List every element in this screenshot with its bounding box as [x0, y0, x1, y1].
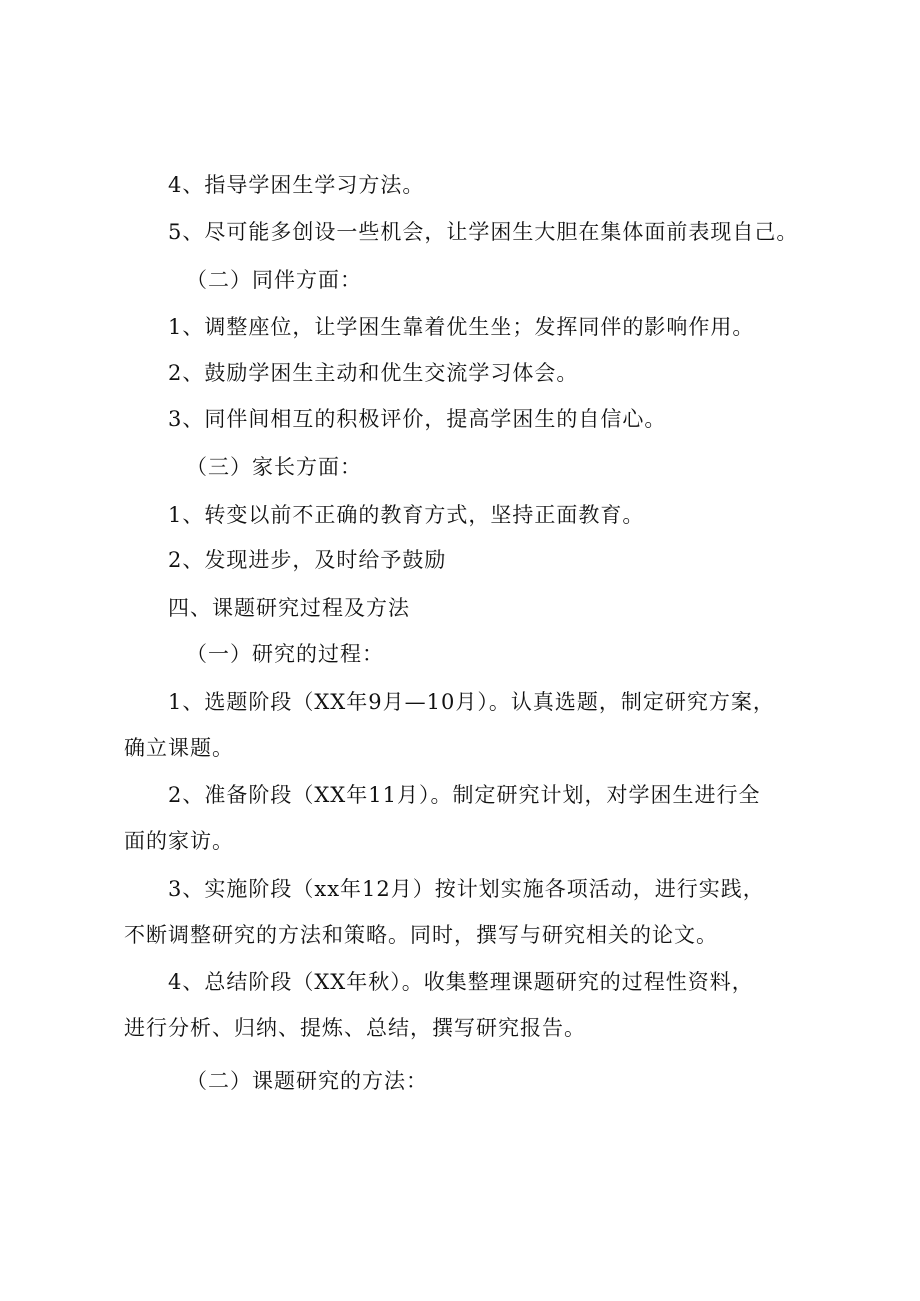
text-line-item-5-create-opportunities: 5、尽可能多创设一些机会，让学困生大胆在集体面前表现自己。	[168, 220, 799, 244]
text-line-stage-4: 4、总结阶段（XX年秋）。收集整理课题研究的过程性资料，	[168, 970, 754, 994]
subsection-heading-research-methods: （二）课题研究的方法：	[186, 1069, 428, 1093]
text-line-peers-item-2: 2、鼓励学困生主动和优生交流学习体会。	[168, 361, 579, 385]
subsection-heading-research-process: （一）研究的过程：	[186, 642, 384, 666]
text-line-peers-item-1: 1、调整座位，让学困生靠着优生坐；发挥同伴的影响作用。	[168, 315, 755, 339]
text-line-parents-item-2: 2、发现进步，及时给予鼓励	[168, 548, 447, 572]
text-line-stage-4-continued: 进行分析、归纳、提炼、总结，撰写研究报告。	[124, 1016, 586, 1040]
text-line-peers-item-3: 3、同伴间相互的积极评价，提高学困生的自信心。	[168, 407, 667, 431]
text-line-stage-2: 2、准备阶段（XX年11月）。制定研究计划，对学困生进行全	[168, 783, 761, 807]
section-heading-research-process-methods: 四、课题研究过程及方法	[168, 596, 410, 620]
text-line-parents-item-1: 1、转变以前不正确的教育方式，坚持正面教育。	[168, 503, 645, 527]
text-line-stage-1-continued: 确立课题。	[124, 736, 234, 760]
text-line-stage-3-continued: 不断调整研究的方法和策略。同时，撰写与研究相关的论文。	[124, 923, 718, 947]
text-line-item-4-guide-methods: 4、指导学困生学习方法。	[168, 173, 425, 197]
section-heading-peers: （二）同伴方面：	[186, 268, 362, 292]
text-line-stage-2-continued: 面的家访。	[124, 829, 234, 853]
text-line-stage-1: 1、选题阶段（XX年9月—10月）。认真选题，制定研究方案，	[168, 690, 775, 714]
section-heading-parents: （三）家长方面：	[186, 455, 362, 479]
text-line-stage-3: 3、实施阶段（xx年12月）按计划实施各项活动，进行实践，	[168, 877, 765, 901]
